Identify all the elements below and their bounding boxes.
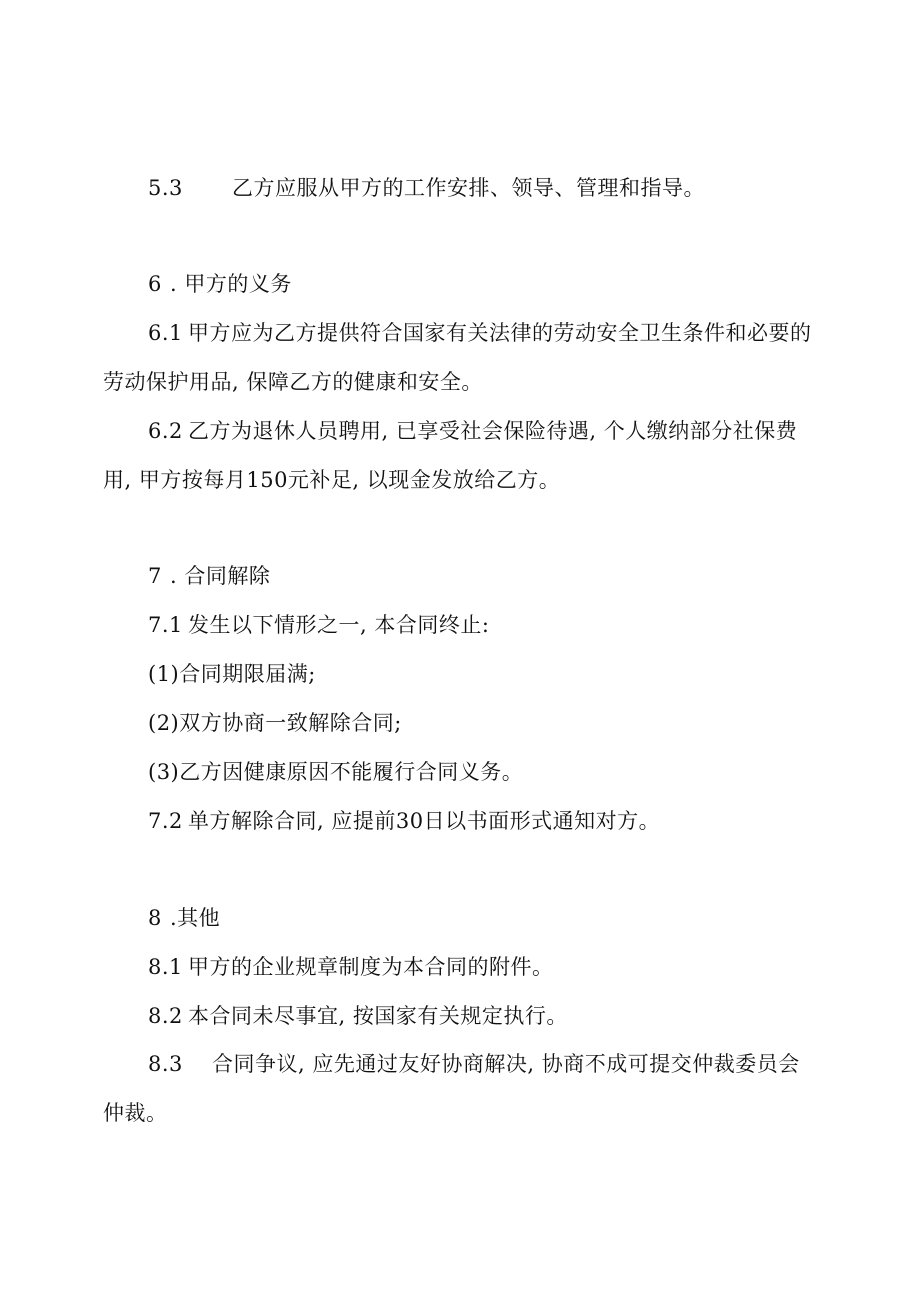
clause-8-3-continued: [103, 1098, 168, 1128]
section-heading-7: [148, 561, 270, 591]
section-title: . 甲方的义务: [170, 272, 292, 296]
clause-text: 本合同未尽事宜, 按国家有关规定执行。: [188, 1004, 568, 1028]
clause-5-3: [148, 173, 705, 203]
section-title: .其他: [170, 906, 221, 930]
clause-8-2: [148, 1001, 568, 1031]
clause-7-2: [148, 806, 660, 836]
clause-number: 6.2: [148, 419, 183, 443]
clause-6-2: [148, 416, 797, 446]
clause-6-2-continued: [103, 465, 560, 495]
clause-text: 发生以下情形之一, 本合同终止:: [188, 613, 490, 637]
section-title: . 合同解除: [170, 564, 271, 588]
list-item-3: (3)乙方因健康原因不能履行合同义务。: [148, 760, 524, 784]
clause-number: 8.3: [148, 1052, 183, 1076]
list-item-2: (2)双方协商一致解除合同;: [148, 711, 402, 735]
section-number: 8: [148, 906, 162, 930]
clause-8-1: [148, 952, 554, 982]
clause-text: 用, 甲方按每月150元补足, 以现金发放给乙方。: [103, 468, 561, 492]
clause-number: 7.1: [148, 613, 183, 637]
clause-text: 劳动保护用品, 保障乙方的健康和安全。: [103, 370, 483, 394]
clause-6-1: [148, 318, 812, 348]
clause-text: 单方解除合同, 应提前30日以书面形式通知对方。: [188, 809, 661, 833]
section-number: 6: [148, 272, 162, 296]
clause-text: 乙方为退休人员聘用, 已享受社会保险待遇, 个人缴纳部分社保费: [188, 419, 798, 443]
clause-6-1-continued: [103, 367, 483, 397]
clause-number: 5.3: [148, 176, 183, 200]
section-heading-8: [148, 903, 220, 933]
section-number: 7: [148, 564, 162, 588]
clause-number: 7.2: [148, 809, 183, 833]
clause-text: 甲方应为乙方提供符合国家有关法律的劳动安全卫生条件和必要的: [188, 321, 812, 345]
clause-text: 甲方的企业规章制度为本合同的附件。: [188, 955, 554, 979]
clause-number: 6.1: [148, 321, 183, 345]
clause-7-1: [148, 610, 489, 640]
clause-8-3: [148, 1049, 800, 1079]
list-item-1: (1)合同期限届满;: [148, 662, 316, 686]
clause-number: 8.2: [148, 1004, 183, 1028]
clause-text: 仲裁。: [103, 1101, 168, 1125]
clause-text: 乙方应服从甲方的工作安排、领导、管理和指导。: [232, 176, 705, 200]
clause-number: 8.1: [148, 955, 183, 979]
section-heading-6: [148, 269, 292, 299]
clause-text: 合同争议, 应先通过友好协商解决, 协商不成可提交仲裁委员会: [212, 1052, 800, 1076]
